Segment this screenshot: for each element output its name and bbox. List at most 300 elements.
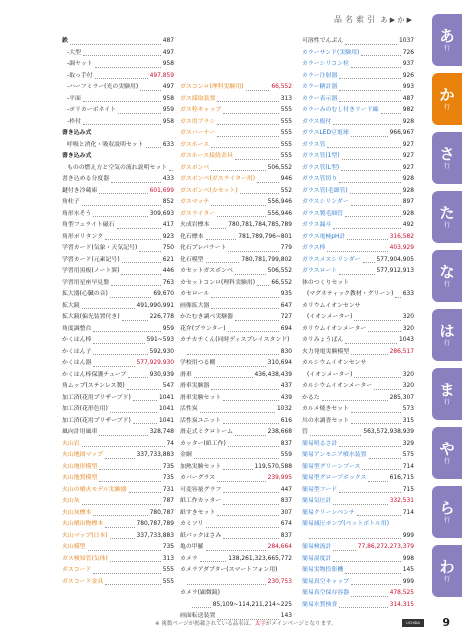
index-entry (302, 554, 414, 566)
leader-dots (351, 412, 401, 413)
leader-dots (381, 113, 401, 114)
entry-term: かくはん棒保護チューブ (62, 371, 127, 378)
entry-pages[interactable]: 314,315 (389, 601, 414, 608)
leader-dots (327, 147, 400, 148)
leader-dots (99, 193, 147, 194)
leader-dots (217, 216, 265, 217)
entry-pages[interactable]: 779 (280, 245, 292, 251)
leader-dots (223, 469, 252, 470)
leader-dots (110, 297, 152, 298)
entry-pages[interactable]: 993 (402, 84, 414, 90)
entry-pages[interactable]: 310,694 (267, 360, 292, 366)
entry-pages[interactable]: 928 (402, 210, 414, 217)
entry-pages[interactable]: 506,552 (267, 268, 292, 274)
entry-pages[interactable]: 556,946 (267, 210, 292, 217)
entry-pages[interactable]: 497 (162, 49, 174, 56)
entry-pages[interactable]: 239,995 (267, 475, 292, 481)
entry-term: ガラス板付 (302, 118, 332, 125)
index-entry (180, 531, 292, 543)
leader-dots (99, 469, 160, 470)
leader-dots (194, 377, 253, 378)
leader-dots (110, 412, 157, 413)
entry-pages[interactable]: 621 (162, 256, 174, 263)
index-entry (62, 542, 174, 554)
entry-term: カルシウムイオンメーター (302, 383, 373, 389)
index-entry (302, 197, 414, 209)
entry-pages[interactable]: 1043 (399, 337, 414, 343)
entry-term: かくはん器 (62, 360, 92, 366)
leader-dots (211, 297, 278, 298)
entry-pages[interactable]: 633 (162, 141, 174, 148)
entry-pages[interactable]: 959 (162, 107, 174, 113)
entry-pages[interactable]: 787 (162, 498, 174, 504)
leader-dots (351, 596, 388, 597)
entry-pages[interactable]: 735 (162, 475, 174, 481)
entry-pages[interactable]: 927 (402, 164, 414, 171)
index-entry (62, 554, 174, 566)
entry-term: ガス用ブラシ (180, 118, 216, 125)
entry-pages[interactable]: 286,517 (389, 348, 414, 355)
entry-term: 紙すきセット (180, 509, 216, 516)
entry-pages[interactable]: 958 (162, 95, 174, 102)
tab-4[interactable] (432, 191, 462, 243)
entry-pages[interactable]: 66,552 (271, 84, 292, 90)
entry-pages[interactable]: 417 (162, 222, 174, 228)
entry-pages[interactable]: 735 (162, 544, 174, 550)
tab-1[interactable] (432, 14, 462, 66)
entry-pages[interactable]: 958 (162, 61, 174, 67)
index-entry (302, 427, 414, 439)
entry-pages[interactable]: 506,552 (267, 164, 292, 171)
index-entry (302, 163, 414, 175)
index-entry (62, 94, 174, 106)
entry-pages[interactable]: 694 (280, 325, 292, 332)
entry-pages[interactable]: 145 (402, 567, 414, 573)
entry-pages[interactable]: 309,693 (149, 210, 174, 217)
leader-dots (117, 228, 161, 229)
leader-dots (374, 389, 401, 390)
tab-8[interactable] (432, 427, 462, 479)
entry-pages[interactable]: 328,748 (149, 429, 174, 435)
entry-pages[interactable]: 935 (280, 291, 292, 297)
leader-dots (345, 44, 397, 45)
index-entry (62, 140, 174, 152)
leader-dots (333, 124, 400, 125)
leader-dots (133, 423, 157, 424)
entry-pages[interactable]: 555 (280, 130, 292, 136)
entry-term: 簡易クリーンベンチ (302, 509, 355, 516)
leader-dots (82, 504, 161, 505)
entry-pages[interactable]: 491,990,991 (136, 302, 174, 309)
leader-dots (235, 159, 279, 160)
entry-pages[interactable]: 285,307 (389, 394, 414, 401)
leader-dots (357, 515, 401, 516)
entry-term: カセロール (180, 291, 210, 297)
tab-kana: ま (439, 380, 455, 399)
entry-pages[interactable]: 337,733,883 (136, 452, 174, 458)
entry-image-space (180, 48, 292, 60)
leader-dots (211, 205, 266, 206)
entry-pages[interactable]: 436,438,439 (254, 371, 292, 378)
entry-pages[interactable]: 66,552 (271, 279, 292, 286)
leader-dots (169, 170, 173, 171)
entry-term: ガラス漏斗 (302, 222, 332, 228)
leader-dots (83, 124, 161, 125)
tab-6[interactable] (432, 309, 462, 361)
tab-7[interactable] (432, 368, 462, 420)
index-entry (62, 335, 174, 347)
entry-pages[interactable]: 337,733,883 (136, 532, 174, 539)
entry-pages[interactable]: 714 (402, 509, 414, 516)
tab-5[interactable] (432, 250, 462, 302)
index-entry (180, 312, 292, 324)
leader-dots (223, 504, 279, 505)
entry-pages[interactable]: 592,930 (149, 348, 174, 355)
tab-2[interactable] (432, 73, 462, 125)
entry-pages[interactable]: 315 (402, 417, 414, 424)
leader-dots (223, 423, 279, 424)
leader-dots (339, 182, 401, 183)
entry-pages[interactable]: 439 (280, 394, 292, 401)
index-entry (302, 450, 414, 462)
entry-term: 簡易実物投影機 (302, 567, 344, 573)
index-entry (180, 554, 292, 566)
entry-pages[interactable]: 307 (280, 509, 292, 516)
index-entry (180, 565, 292, 577)
entry-pages[interactable]: 601,699 (149, 187, 174, 194)
entry-pages[interactable]: 591~593 (146, 337, 174, 343)
entry-pages[interactable]: 433 (162, 176, 174, 182)
index-entry (180, 450, 292, 462)
index-entry (62, 186, 174, 198)
index-entry (180, 393, 292, 405)
leader-dots (228, 446, 279, 447)
entry-pages[interactable]: 547 (162, 383, 174, 389)
index-entry (180, 289, 292, 301)
index-entry (62, 232, 174, 244)
entry-pages[interactable]: 555 (280, 118, 292, 125)
entry-term: ガラス管(毛細管) (302, 187, 348, 194)
leader-dots (351, 67, 401, 68)
leader-dots (223, 492, 279, 493)
leader-dots (105, 458, 135, 459)
entry-pages[interactable]: 763 (162, 279, 174, 286)
entry-pages[interactable]: 966,967 (389, 130, 414, 136)
tab-gyo: 行 (443, 44, 450, 52)
index-entry (180, 209, 292, 221)
leader-dots (362, 469, 400, 470)
leader-dots (368, 331, 400, 332)
leader-dots (339, 90, 400, 91)
entry-pages[interactable]: 577,912,913 (376, 268, 414, 274)
entry-pages[interactable]: 577,904,905 (376, 256, 414, 263)
entry-term: -ポリカーボネイト (67, 107, 117, 113)
entry-pages[interactable]: 226,778 (149, 314, 174, 320)
tab-kana: な (439, 262, 455, 281)
entry-pages[interactable]: 497,859 (149, 72, 174, 79)
tab-gyo: 行 (443, 280, 450, 288)
leader-dots (240, 193, 279, 194)
entry-term: (イオンメーター) (307, 371, 353, 378)
entry-pages[interactable]: 478,525 (389, 590, 414, 596)
entry-pages[interactable]: 230,753 (267, 578, 292, 585)
tab-gyo: 行 (443, 575, 450, 583)
entry-pages[interactable]: 726 (402, 49, 414, 56)
leader-dots (235, 274, 266, 275)
entry-pages[interactable]: 555 (162, 578, 174, 585)
index-entry (180, 232, 292, 244)
leader-dots (146, 147, 161, 148)
entry-term: -大型 (67, 49, 81, 56)
entry-pages[interactable]: 577,929,930 (136, 360, 174, 366)
index-entry (302, 358, 414, 370)
tab-3[interactable] (432, 132, 462, 184)
leader-dots (361, 55, 400, 56)
index-entry (62, 82, 174, 94)
page-footer (0, 616, 462, 632)
entry-pages[interactable]: 238,668 (267, 429, 292, 435)
leader-dots (82, 446, 165, 447)
entry-term: ガラスロート (302, 268, 338, 274)
entry-term: 拡大器(心臓の音) (62, 291, 108, 297)
entry-pages[interactable]: 930,939 (149, 371, 174, 378)
entry-term: ガラス管(1型) (302, 153, 340, 159)
index-entry (302, 439, 414, 451)
tab-10[interactable] (432, 545, 462, 597)
entry-pages[interactable]: 497 (162, 84, 174, 90)
leader-dots (310, 435, 362, 436)
entry-pages[interactable]: 633 (402, 291, 414, 297)
entry-term: 簡易アンモニア噴水装置 (302, 452, 367, 458)
index-column-2 (180, 36, 292, 623)
entry-pages[interactable]: 77,86,272,273,379 (357, 544, 414, 550)
tab-kana: は (439, 321, 455, 340)
index-entry (302, 59, 414, 71)
entry-pages[interactable]: 674 (280, 521, 292, 527)
entry-pages[interactable]: 1041 (159, 406, 174, 412)
index-entry (180, 404, 292, 416)
leader-dots (350, 193, 401, 194)
entry-pages[interactable]: 959 (162, 325, 174, 332)
index-column-1 (62, 36, 174, 588)
entry-pages[interactable]: 555 (280, 141, 292, 148)
entry-pages[interactable]: 403,929 (389, 245, 414, 251)
leader-dots (342, 159, 401, 160)
entry-pages[interactable]: 923 (162, 233, 174, 240)
index-entry (180, 301, 292, 313)
entry-pages[interactable]: 143 (280, 613, 292, 619)
entry-pages[interactable]: 556,946 (267, 199, 292, 205)
entry-pages[interactable]: 946 (280, 176, 292, 182)
entry-term: 角形ポリタンク (62, 233, 104, 240)
entry-pages[interactable]: 616 (280, 417, 292, 424)
entry-pages[interactable]: 320 (402, 314, 414, 320)
tab-kana: わ (439, 557, 455, 576)
entry-pages[interactable]: 927 (402, 153, 414, 159)
entry-pages[interactable]: 727 (280, 314, 292, 320)
entry-pages[interactable]: 998 (402, 555, 414, 562)
entry-pages[interactable]: 575 (402, 452, 414, 458)
leader-dots (206, 550, 266, 551)
entry-pages[interactable]: 958 (162, 118, 174, 125)
entry-pages[interactable]: 928 (402, 176, 414, 182)
tab-9[interactable] (432, 486, 462, 538)
entry-pages[interactable]: 85,109~114,211,214~225 (212, 601, 292, 608)
entry-pages[interactable]: 563,572,938,939 (363, 429, 414, 435)
entry-pages[interactable]: 487 (402, 95, 414, 102)
entry-pages[interactable]: 1041 (159, 417, 174, 424)
leader-dots (347, 239, 387, 240)
entry-pages[interactable]: 937 (402, 61, 414, 67)
entry-pages[interactable]: 780,787,789 (136, 521, 174, 527)
entry-pages[interactable]: 1032 (277, 406, 292, 412)
entry-pages[interactable]: 999 (402, 578, 414, 585)
entry-pages[interactable]: 982 (402, 107, 414, 113)
entry-pages[interactable]: 138,261,323,665,772 (228, 555, 292, 562)
entry-pages[interactable]: 897 (402, 199, 414, 205)
leader-dots (217, 366, 265, 367)
index-entry (302, 232, 414, 244)
entry-pages[interactable]: 320 (402, 383, 414, 389)
entry-term: 火山灰標本 (62, 509, 92, 516)
index-entry (62, 117, 174, 129)
entry-term: 滑車実験器 (180, 383, 210, 389)
entry-pages[interactable]: 552 (280, 187, 292, 194)
entry-pages[interactable]: 928 (402, 118, 414, 125)
entry-pages[interactable]: 852 (162, 199, 174, 205)
entry-pages[interactable]: 119,570,588 (254, 463, 292, 470)
entry-term: 火山地形模型 (62, 463, 98, 470)
entry-pages[interactable]: 555 (280, 153, 292, 159)
entry-term: ガス栓キャップ (180, 107, 222, 113)
entry-pages[interactable]: 830 (280, 348, 292, 355)
index-entry (302, 94, 414, 106)
index-entry (302, 312, 414, 324)
entry-pages[interactable]: 731 (162, 486, 174, 493)
index-entry (302, 82, 414, 94)
leader-dots (223, 400, 279, 401)
entry-pages[interactable]: 332,531 (389, 498, 414, 504)
entry-pages[interactable]: 715 (402, 486, 414, 493)
tab-gyo: 行 (443, 339, 450, 347)
entry-pages[interactable]: 284,664 (267, 544, 292, 550)
entry-pages[interactable]: 573 (402, 406, 414, 412)
leader-dots (206, 262, 240, 263)
leader-dots (194, 458, 279, 459)
entry-pages[interactable]: 313 (280, 95, 292, 102)
index-entry (180, 485, 292, 497)
entry-term: ガスホース (180, 141, 210, 148)
entry-pages[interactable]: 837 (280, 498, 292, 504)
leader-dots (333, 550, 355, 551)
entry-term: ガラス管 (302, 141, 326, 148)
entry-pages[interactable]: 999 (402, 532, 414, 539)
entry-term: カラー糖計器 (302, 84, 338, 90)
entry-pages[interactable]: 780,781,784,785,789 (228, 222, 292, 228)
entry-pages[interactable]: 837 (280, 532, 292, 539)
entry-term: 鉄 (62, 38, 68, 44)
uchida-logo: UCHIDA (402, 619, 424, 627)
entry-term: カセットガスボンベ (180, 268, 233, 274)
entry-pages[interactable]: 74 (166, 440, 174, 447)
entry-pages[interactable]: 487 (162, 38, 174, 44)
entry-pages[interactable]: 837 (280, 440, 292, 447)
leader-dots (192, 607, 211, 608)
index-entry (302, 416, 414, 428)
entry-pages[interactable]: 928 (402, 187, 414, 194)
index-entry (302, 128, 414, 140)
entry-pages[interactable]: 492 (402, 222, 414, 228)
leader-dots (363, 262, 375, 263)
entry-pages[interactable]: 781,789,796~801 (238, 233, 292, 240)
entry-pages[interactable]: 616,715 (389, 475, 414, 481)
tab-kana: や (439, 439, 455, 458)
entry-pages[interactable]: 437 (280, 383, 292, 389)
leader-dots (105, 527, 134, 528)
leader-dots (93, 366, 134, 367)
index-entry (302, 508, 414, 520)
entry-term: 書き込み式 (62, 130, 92, 136)
entry-term: 火成岩標本 (180, 222, 210, 228)
entry-pages[interactable]: 313 (162, 555, 174, 562)
leader-dots (235, 320, 279, 321)
leader-dots (200, 412, 275, 413)
entry-pages[interactable]: 329 (402, 440, 414, 447)
entry-pages[interactable]: 714 (402, 463, 414, 470)
entry-pages[interactable]: 1037 (399, 38, 414, 44)
entry-term: 簡易減圧ポンプ(ペットボトル用) (302, 521, 390, 527)
entry-pages[interactable]: 559 (280, 452, 292, 458)
index-column-3 (302, 36, 414, 611)
entry-term: 化石標本 (180, 233, 204, 240)
entry-term: 活性炭ユニット (180, 417, 221, 424)
leader-dots (110, 538, 135, 539)
leader-dots (128, 377, 147, 378)
index-entry (180, 427, 292, 439)
index-entry (180, 266, 292, 278)
tab-kana: あ (439, 26, 455, 45)
entry-pages[interactable]: 446 (162, 268, 174, 274)
entry-pages[interactable]: 320 (402, 371, 414, 378)
entry-pages[interactable]: 69,670 (153, 291, 174, 297)
entry-pages[interactable]: 316,582 (389, 233, 414, 240)
entry-pages[interactable]: 780,787 (149, 509, 174, 516)
index-entry (302, 496, 414, 508)
entry-pages[interactable]: 647 (280, 302, 292, 309)
entry-term: 火山岩 (62, 440, 80, 447)
entry-term: カリウムイオンメーター (302, 325, 367, 332)
entry-pages[interactable]: 735 (162, 463, 174, 470)
entry-term: 角型フェライト磁石 (62, 222, 115, 228)
index-entry (62, 220, 174, 232)
entry-pages[interactable]: 447 (280, 486, 292, 493)
kana-tab-bar (432, 14, 462, 614)
entry-pages[interactable]: 320 (402, 325, 414, 332)
entry-pages[interactable]: 927 (402, 141, 414, 148)
entry-pages[interactable]: 780,781,799,802 (241, 256, 292, 263)
index-nav-arrows[interactable]: あ ▶ か ▶ (380, 16, 412, 24)
leader-dots (93, 573, 160, 574)
entry-pages[interactable]: 750 (162, 245, 174, 251)
index-entry (62, 381, 174, 393)
entry-term: 火山の噴火モデル実験器 (62, 486, 127, 493)
entry-pages[interactable]: 555 (162, 567, 174, 573)
entry-pages[interactable]: 926 (402, 72, 414, 79)
index-entry (62, 485, 174, 497)
index-entry (302, 519, 414, 531)
entry-pages[interactable]: 555 (280, 107, 292, 113)
entry-pages[interactable]: 1041 (159, 394, 174, 401)
